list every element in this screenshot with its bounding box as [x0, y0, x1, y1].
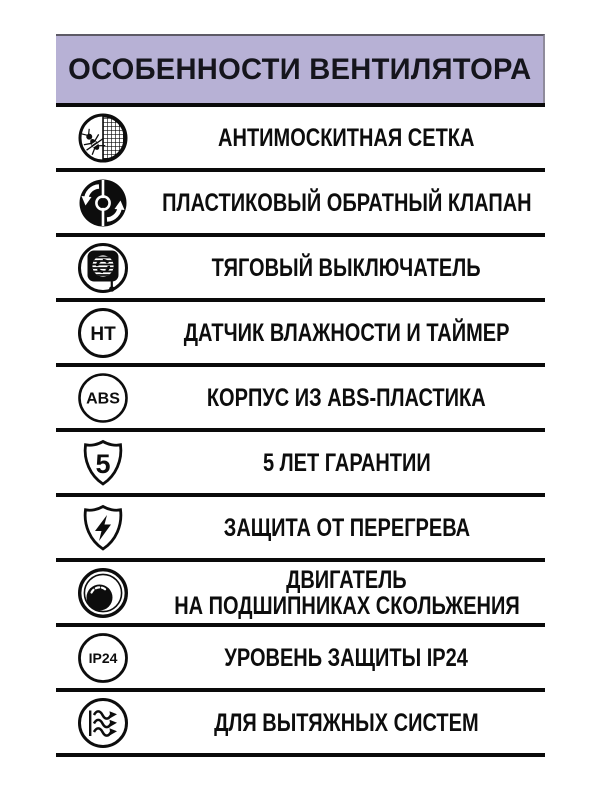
svg-text:IP24: IP24 — [88, 649, 118, 666]
feature-label: ТЯГОВЫЙ ВЫКЛЮЧАТЕЛЬ — [211, 253, 481, 282]
feature-label: ПЛАСТИКОВЫЙ ОБРАТНЫЙ КЛАПАН — [161, 188, 532, 217]
warranty-shield-icon — [77, 437, 129, 489]
feature-row — [56, 623, 545, 688]
overheat-protection-icon — [77, 502, 129, 554]
feature-label: АНТИМОСКИТНАЯ СЕТКА — [218, 123, 475, 152]
check-valve-icon — [77, 177, 129, 229]
feature-label: ЗАЩИТА ОТ ПЕРЕГРЕВА — [223, 513, 470, 542]
feature-row — [56, 103, 545, 168]
feature-row — [56, 233, 545, 298]
humidity-timer-icon — [77, 307, 129, 359]
svg-text:5: 5 — [95, 448, 111, 479]
feature-row — [56, 363, 545, 428]
svg-text:ABS: ABS — [86, 390, 120, 408]
feature-row — [56, 493, 545, 558]
feature-label-line-1: ДВИГАТЕЛЬ — [286, 565, 407, 594]
feature-label-line-2: НА ПОДШИПНИКАХ СКОЛЬЖЕНИЯ — [173, 591, 520, 620]
sliding-bearing-icon — [77, 567, 129, 619]
header-band — [56, 34, 545, 103]
pull-switch-icon — [77, 242, 129, 294]
feature-label: ДЛЯ ВЫТЯЖНЫХ СИСТЕМ — [214, 708, 479, 737]
mosquito-net-icon — [77, 112, 129, 164]
feature-row — [56, 428, 545, 493]
svg-text:HT: HT — [90, 323, 116, 345]
page-title: ОСОБЕННОСТИ ВЕНТИЛЯТОРА — [67, 52, 532, 86]
abs-plastic-icon — [77, 372, 129, 424]
feature-row — [56, 558, 545, 623]
feature-row — [56, 688, 545, 757]
feature-row — [56, 168, 545, 233]
feature-label: КОРПУС ИЗ ABS-ПЛАСТИКА — [207, 383, 486, 412]
feature-label: ДАТЧИК ВЛАЖНОСТИ И ТАЙМЕР — [183, 318, 510, 347]
feature-label: 5 ЛЕТ ГАРАНТИИ — [262, 448, 431, 477]
ip24-icon — [77, 632, 129, 684]
feature-row — [56, 298, 545, 363]
features-list — [56, 103, 545, 757]
exhaust-system-icon — [77, 697, 129, 749]
feature-label: УРОВЕНЬ ЗАЩИТЫ IP24 — [224, 643, 469, 672]
